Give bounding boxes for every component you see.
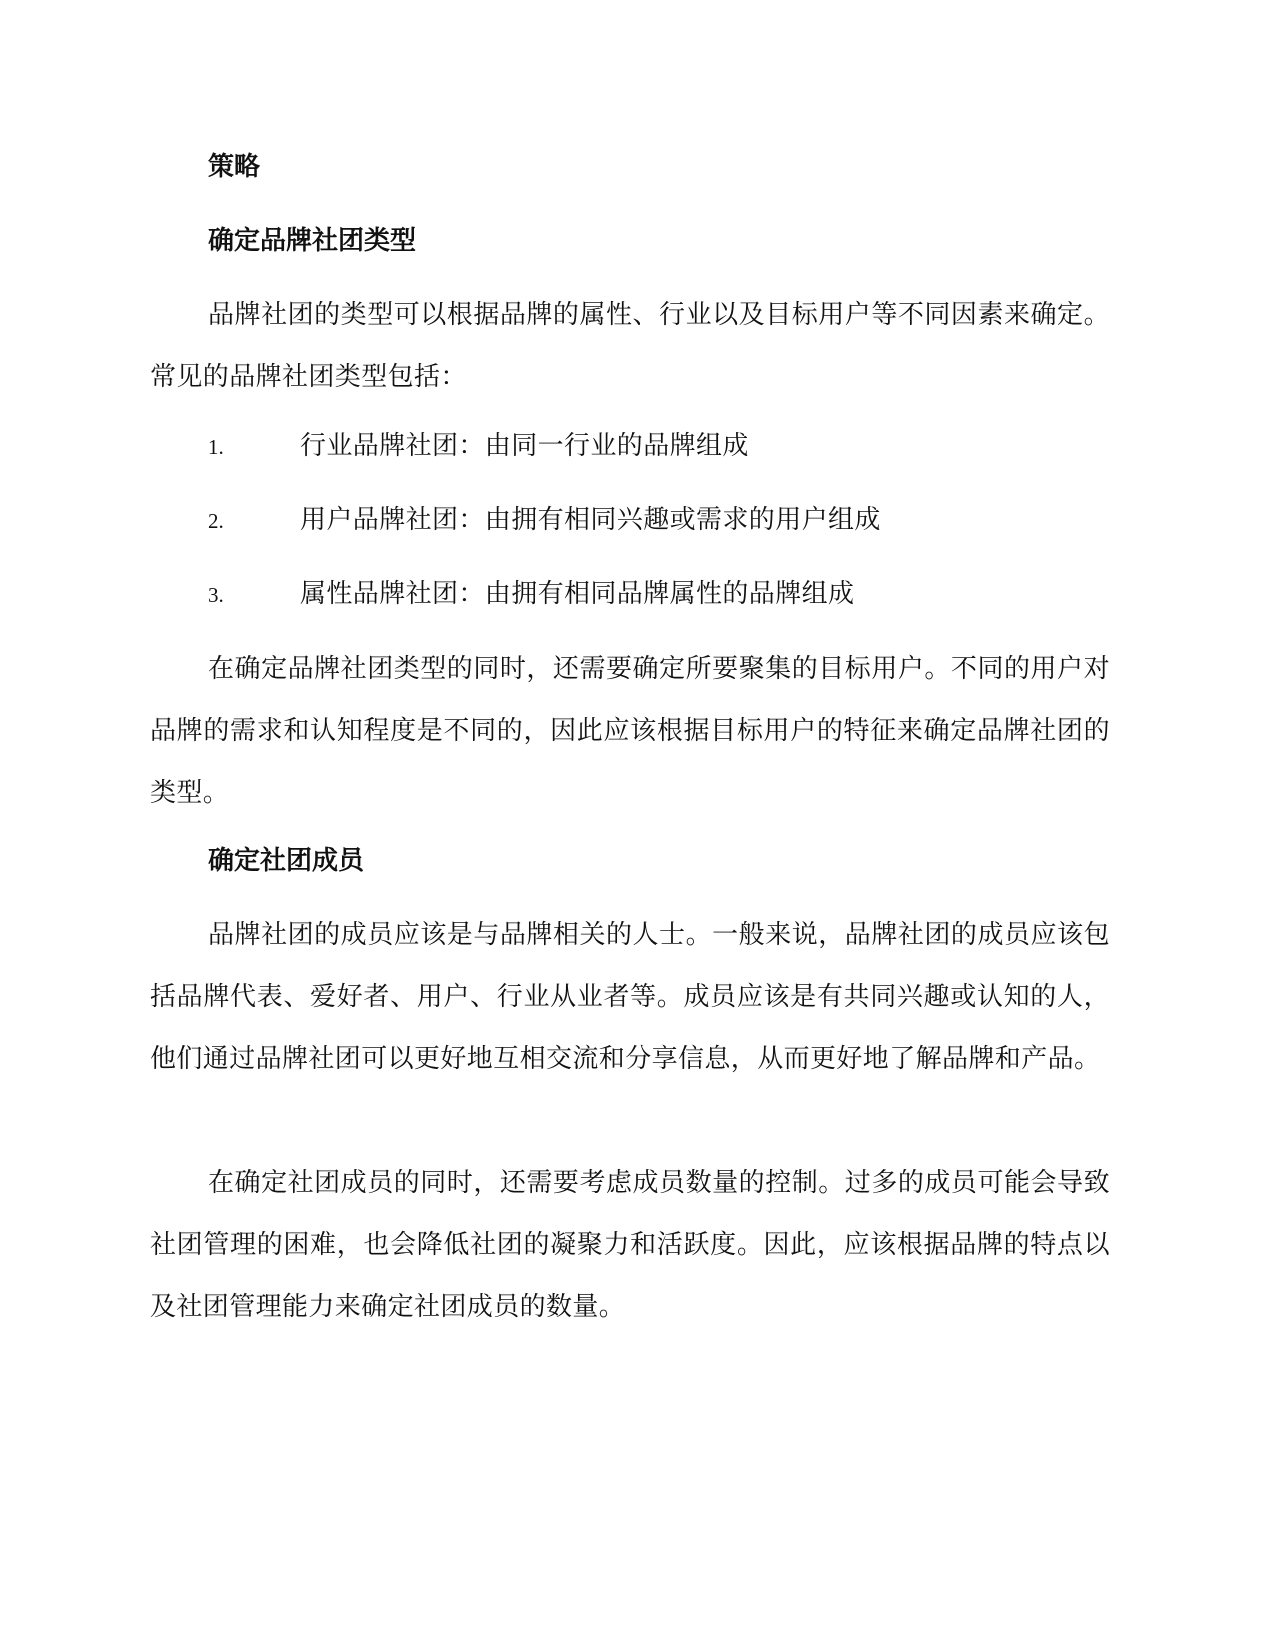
list-number: 2. bbox=[208, 509, 224, 533]
list-text: 用户品牌社团：由拥有相同兴趣或需求的用户组成 bbox=[300, 505, 881, 535]
section-title: 策略 bbox=[208, 152, 261, 182]
list-text: 属性品牌社团：由拥有相同品牌属性的品牌组成 bbox=[300, 579, 855, 609]
list-number: 3. bbox=[208, 583, 224, 607]
list-text: 行业品牌社团：由同一行业的品牌组成 bbox=[300, 431, 749, 461]
type-intro-paragraph: 品牌社团的类型可以根据品牌的属性、行业以及目标用户等不同因素来确定。常见的品牌社团类型包括： bbox=[150, 300, 1110, 392]
member-heading: 确定社团成员 bbox=[208, 846, 365, 876]
type-heading: 确定品牌社团类型 bbox=[208, 226, 417, 256]
list-number: 1. bbox=[208, 435, 224, 459]
type-followup-paragraph: 在确定品牌社团类型的同时，还需要确定所要聚集的目标用户。不同的用户对品牌的需求和认知程度是不同的，因此应该根据目标用户的特征来确定品牌社团的类型。 bbox=[150, 654, 1110, 808]
member-paragraph-2: 在确定社团成员的同时，还需要考虑成员数量的控制。过多的成员可能会导致社团管理的困难，也会降低社团的凝聚力和活跃度。因此，应该根据品牌的特点以及社团管理能力来确定社团成员的数量。 bbox=[150, 1168, 1110, 1322]
member-paragraph-1: 品牌社团的成员应该是与品牌相关的人士。一般来说，品牌社团的成员应该包括品牌代表、爱好者、用户、行业从业者等。成员应该是有共同兴趣或认知的人，他们通过品牌社团可以更好地互相交流和分享信息，从而更好地了解品牌和产品。 bbox=[150, 920, 1110, 1074]
